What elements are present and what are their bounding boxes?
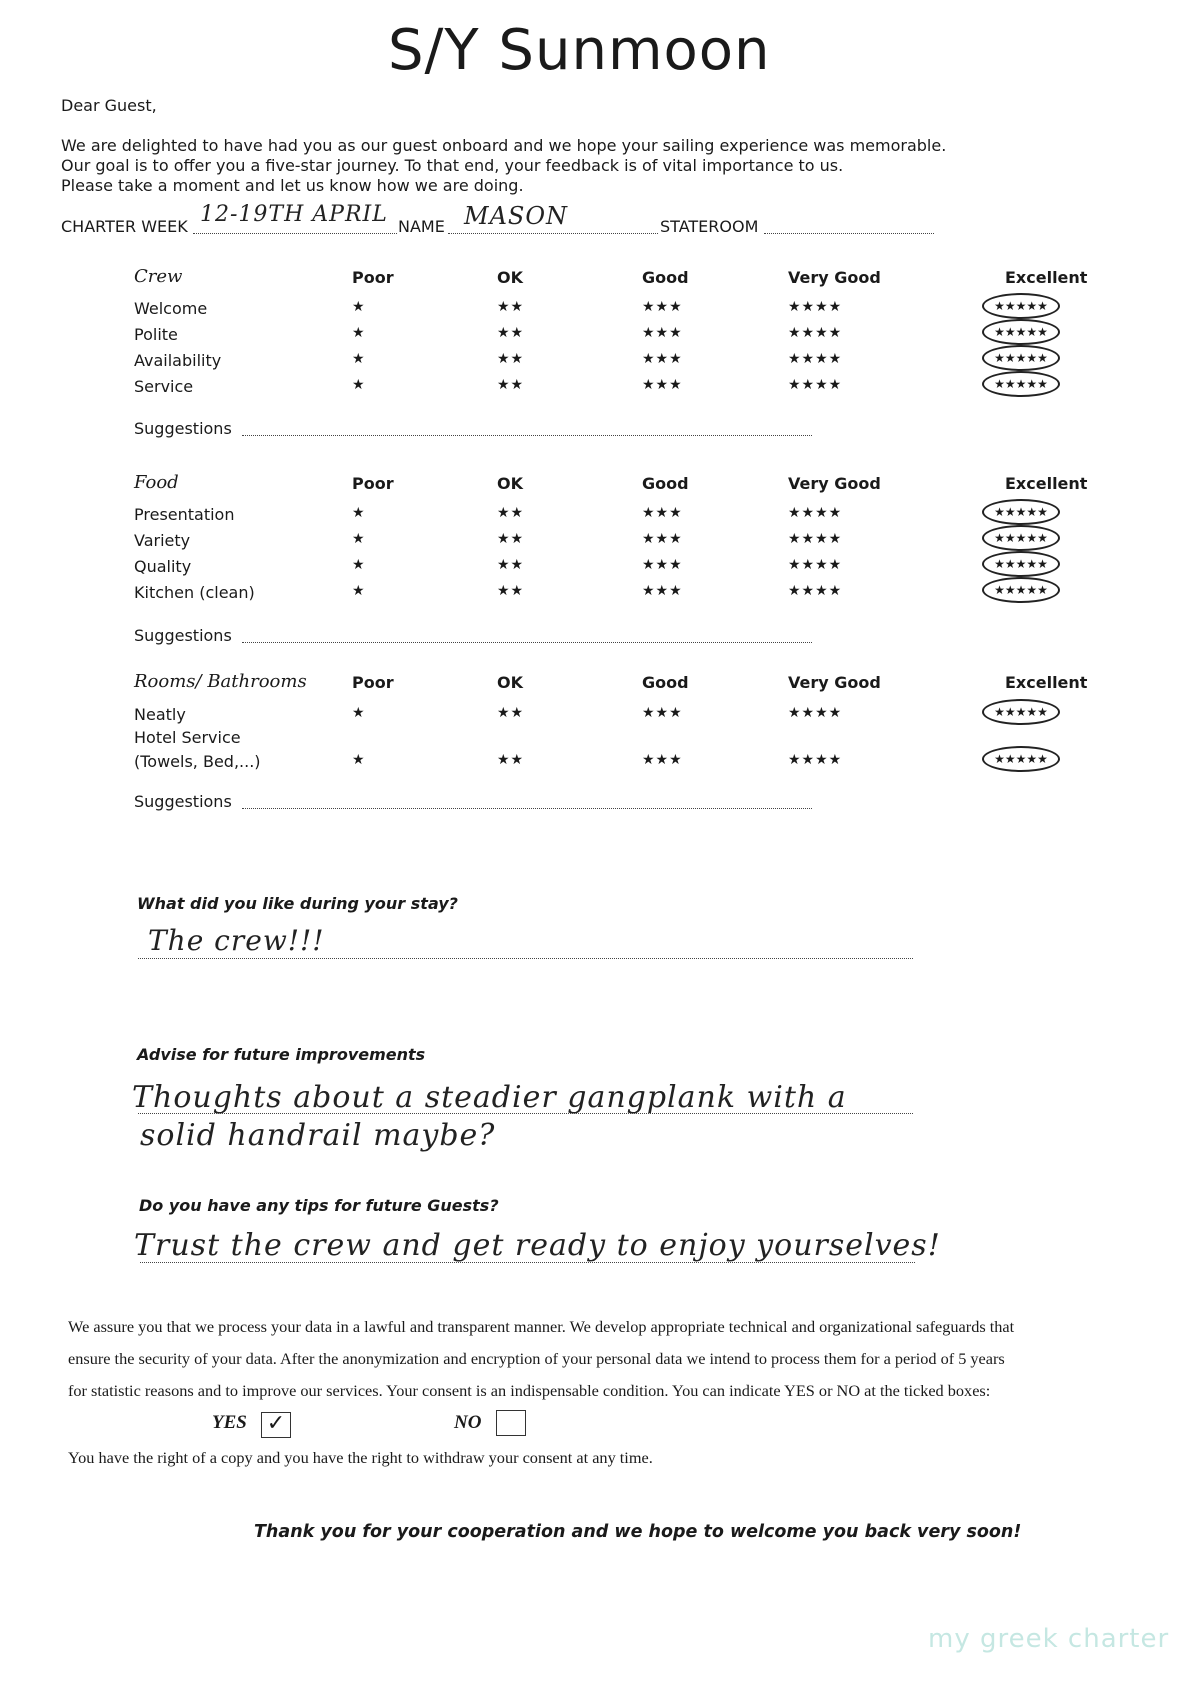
page-title: S/Y Sunmoon (388, 18, 771, 83)
rating-option-service-4[interactable]: ★★★★ (788, 377, 843, 393)
rating-option-presentation-excellent[interactable]: ★★★★★ (982, 499, 1060, 525)
rating-option-polite-2[interactable]: ★★ (497, 325, 525, 341)
name-underline (448, 233, 658, 234)
section-title-food: Food (134, 472, 179, 493)
consent-yes-label: YES (212, 1412, 247, 1433)
rating-option-presentation-3[interactable]: ★★★ (642, 505, 683, 521)
rating-option-welcome-excellent[interactable]: ★★★★★ (982, 293, 1060, 319)
rating-option-welcome-3[interactable]: ★★★ (642, 299, 683, 315)
rating-label-welcome: Welcome (134, 299, 208, 318)
rating-option-variety-excellent[interactable]: ★★★★★ (982, 525, 1060, 551)
section-title-rooms-bathrooms: Rooms/ Bathrooms (134, 671, 307, 692)
column-header-excellent: Excellent (1005, 268, 1088, 287)
column-header-good: Good (642, 673, 689, 692)
column-header-ok: OK (497, 474, 523, 493)
name-label: NAME (398, 217, 445, 236)
rating-option-availability-1[interactable]: ★ (352, 351, 366, 367)
section-title-crew: Crew (134, 266, 183, 287)
suggestions-line-food[interactable] (242, 642, 812, 643)
rating-option-neatly-4[interactable]: ★★★★ (788, 705, 843, 721)
intro-line-2: Our goal is to offer you a five-star journey. To that end, your feedback is of vital importance to us. (61, 156, 844, 175)
rating-option-quality-3[interactable]: ★★★ (642, 557, 683, 573)
suggestions-line-rooms-bathrooms[interactable] (242, 808, 812, 809)
column-header-good: Good (642, 268, 689, 287)
rating-option-quality-1[interactable]: ★ (352, 557, 366, 573)
rating-label-quality: Quality (134, 557, 192, 576)
rating-option-kitchen-clean-excellent[interactable]: ★★★★★ (982, 577, 1060, 603)
rating-label-polite: Polite (134, 325, 178, 344)
rating-option-neatly-3[interactable]: ★★★ (642, 705, 683, 721)
answer-improvements-underline (138, 1113, 913, 1114)
column-header-poor: Poor (352, 673, 394, 692)
privacy-line-1: We assure you that we process your data in a lawful and transparent manner. We develop appropriate technical and organizational safeguards that (68, 1317, 1015, 1336)
column-header-very-good: Very Good (788, 268, 881, 287)
column-header-excellent: Excellent (1005, 474, 1088, 493)
rating-option-welcome-1[interactable]: ★ (352, 299, 366, 315)
column-header-poor: Poor (352, 474, 394, 493)
answer-improvements-line-1[interactable]: Thoughts about a steadier gangplank with a (132, 1080, 847, 1115)
rating-option-hotel-service-4[interactable]: ★★★★ (788, 752, 843, 768)
rating-option-welcome-4[interactable]: ★★★★ (788, 299, 843, 315)
closing-message: Thank you for your cooperation and we hope to welcome you back very soon! (254, 1522, 1022, 1542)
rating-label-service: Service (134, 377, 194, 396)
rating-option-hotel-service-excellent[interactable]: ★★★★★ (982, 746, 1060, 772)
privacy-line-3: for statistic reasons and to improve our services. Your consent is an indispensable condition. You can indicate YES or NO at the ticked boxes: (68, 1381, 991, 1400)
rating-option-variety-4[interactable]: ★★★★ (788, 531, 843, 547)
rating-option-kitchen-clean-1[interactable]: ★ (352, 583, 366, 599)
rating-option-service-2[interactable]: ★★ (497, 377, 525, 393)
rating-option-hotel-service-3[interactable]: ★★★ (642, 752, 683, 768)
answer-tips-underline (140, 1262, 915, 1263)
suggestions-line-crew[interactable] (242, 435, 812, 436)
consent-no-checkbox[interactable] (496, 1410, 526, 1436)
column-header-good: Good (642, 474, 689, 493)
rating-option-neatly-excellent[interactable]: ★★★★★ (982, 699, 1060, 725)
rating-option-presentation-2[interactable]: ★★ (497, 505, 525, 521)
rating-option-availability-4[interactable]: ★★★★ (788, 351, 843, 367)
rating-option-service-3[interactable]: ★★★ (642, 377, 683, 393)
rating-option-availability-2[interactable]: ★★ (497, 351, 525, 367)
charter-week-label: CHARTER WEEK (61, 217, 188, 236)
rating-option-polite-1[interactable]: ★ (352, 325, 366, 341)
column-header-poor: Poor (352, 268, 394, 287)
rating-label-presentation: Presentation (134, 505, 235, 524)
rating-label-neatly: Neatly (134, 705, 186, 724)
consent-no-label: NO (454, 1412, 482, 1433)
rating-label-kitchen-clean: Kitchen (clean) (134, 583, 255, 602)
rating-option-service-excellent[interactable]: ★★★★★ (982, 371, 1060, 397)
suggestions-label-rooms-bathrooms: Suggestions (134, 792, 232, 811)
intro-line-3: Please take a moment and let us know how we are doing. (61, 176, 524, 195)
rating-option-polite-excellent[interactable]: ★★★★★ (982, 319, 1060, 345)
column-header-excellent: Excellent (1005, 673, 1088, 692)
rating-option-polite-4[interactable]: ★★★★ (788, 325, 843, 341)
rating-option-hotel-service-2[interactable]: ★★ (497, 752, 525, 768)
stateroom-underline[interactable] (764, 233, 934, 234)
consent-yes-checkbox[interactable]: ✓ (261, 1412, 291, 1438)
rating-option-variety-1[interactable]: ★ (352, 531, 366, 547)
rating-option-variety-3[interactable]: ★★★ (642, 531, 683, 547)
column-header-ok: OK (497, 268, 523, 287)
answer-liked[interactable]: The crew!!! (148, 924, 325, 957)
rating-option-service-1[interactable]: ★ (352, 377, 366, 393)
column-header-very-good: Very Good (788, 673, 881, 692)
rating-option-quality-2[interactable]: ★★ (497, 557, 525, 573)
rating-option-neatly-1[interactable]: ★ (352, 705, 366, 721)
rating-option-presentation-4[interactable]: ★★★★ (788, 505, 843, 521)
charter-week-underline (193, 233, 397, 234)
name-value[interactable]: MASON (464, 202, 569, 230)
rating-option-neatly-2[interactable]: ★★ (497, 705, 525, 721)
greeting: Dear Guest, (61, 96, 157, 115)
charter-week-value[interactable]: 12-19TH APRIL (200, 202, 388, 227)
rating-label-hotel-service-detail: (Towels, Bed,...) (134, 752, 261, 771)
rating-label-availability: Availability (134, 351, 222, 370)
column-header-ok: OK (497, 673, 523, 692)
stateroom-label: STATEROOM (660, 217, 759, 236)
suggestions-label-crew: Suggestions (134, 419, 232, 438)
answer-liked-underline (138, 958, 913, 959)
suggestions-label-food: Suggestions (134, 626, 232, 645)
question-liked: What did you like during your stay? (137, 894, 458, 913)
rating-option-kitchen-clean-2[interactable]: ★★ (497, 583, 525, 599)
rating-option-kitchen-clean-3[interactable]: ★★★ (642, 583, 683, 599)
rating-option-variety-2[interactable]: ★★ (497, 531, 525, 547)
answer-improvements-line-2[interactable]: solid handrail maybe? (140, 1118, 496, 1153)
rating-option-welcome-2[interactable]: ★★ (497, 299, 525, 315)
rating-option-quality-4[interactable]: ★★★★ (788, 557, 843, 573)
rating-label-variety: Variety (134, 531, 191, 550)
question-tips: Do you have any tips for future Guests? (139, 1196, 499, 1215)
watermark-logo: my greek charter (928, 1624, 1170, 1654)
rating-label-hotel-service: Hotel Service (134, 728, 241, 747)
intro-line-1: We are delighted to have had you as our guest onboard and we hope your sailing experience was memorable. (61, 136, 947, 155)
rating-option-hotel-service-1[interactable]: ★ (352, 752, 366, 768)
privacy-rights: You have the right of a copy and you have the right to withdraw your consent at any time. (68, 1448, 653, 1467)
rating-option-availability-3[interactable]: ★★★ (642, 351, 683, 367)
rating-option-quality-excellent[interactable]: ★★★★★ (982, 551, 1060, 577)
rating-option-polite-3[interactable]: ★★★ (642, 325, 683, 341)
column-header-very-good: Very Good (788, 474, 881, 493)
privacy-line-2: ensure the security of your data. After the anonymization and encryption of your personal data we intend to process them for a period of 5 years (68, 1349, 1005, 1368)
rating-option-presentation-1[interactable]: ★ (352, 505, 366, 521)
answer-tips[interactable]: Trust the crew and get ready to enjoy yourselves! (134, 1228, 941, 1263)
rating-option-availability-excellent[interactable]: ★★★★★ (982, 345, 1060, 371)
rating-option-kitchen-clean-4[interactable]: ★★★★ (788, 583, 843, 599)
question-improvements: Advise for future improvements (137, 1045, 426, 1064)
